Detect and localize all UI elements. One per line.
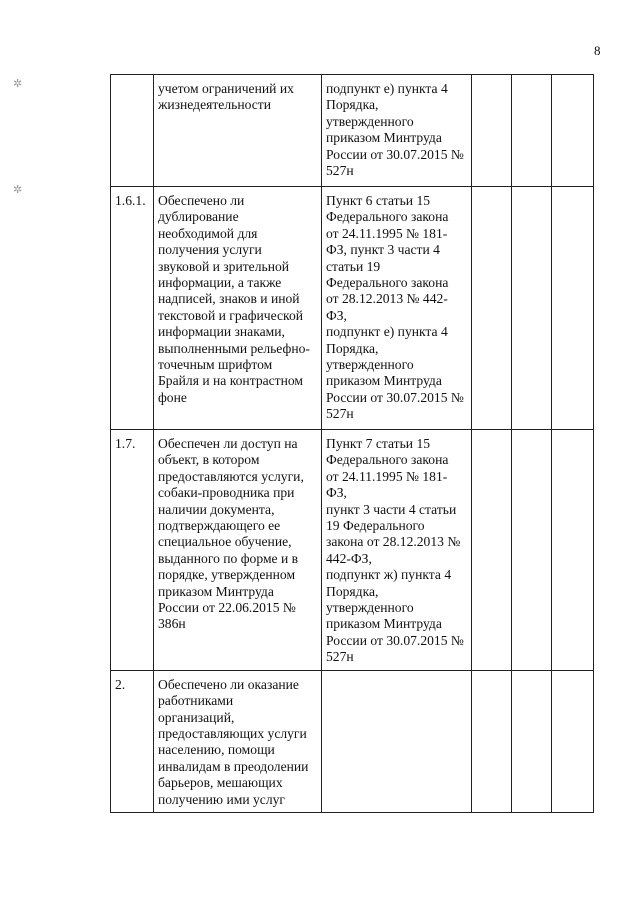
row-legal-basis: Пункт 6 статьи 15 Федерального закона от 24.11.1995 № 181- ФЗ, пункт 3 части 4 статьи 19 Федерального закона от 28.12.2013 № 442- ФЗ, подпункт е) пункта 4 Порядка, утвержденного приказом Минтруда России от 30.07.2015 № 527н bbox=[322, 187, 472, 430]
answer-cell bbox=[472, 670, 512, 812]
table-row bbox=[111, 187, 594, 430]
row-question: учетом ограничений их жизнедеятельности bbox=[154, 75, 322, 187]
answer-cell bbox=[512, 75, 552, 187]
answer-cell bbox=[512, 430, 552, 671]
checklist-table bbox=[110, 74, 594, 813]
scan-mark-icon: ✲ bbox=[13, 78, 23, 90]
answer-cell bbox=[552, 187, 594, 430]
row-legal-basis: Пункт 7 статьи 15 Федерального закона от 24.11.1995 № 181- ФЗ, пункт 3 части 4 статьи 19 Федерального закона от 28.12.2013 № 442-ФЗ, подпункт ж) пункта 4 Порядка, утвержденного приказом Минтруда России от 30.07.2015 № 527н bbox=[322, 430, 472, 671]
row-number: 1.6.1. bbox=[111, 187, 154, 430]
table-row bbox=[111, 430, 594, 671]
answer-cell bbox=[472, 75, 512, 187]
answer-cell bbox=[552, 75, 594, 187]
table-row bbox=[111, 75, 594, 187]
answer-cell bbox=[512, 187, 552, 430]
scan-mark-icon: ✲ bbox=[13, 184, 23, 196]
row-legal-basis bbox=[322, 670, 472, 812]
answer-cell bbox=[472, 187, 512, 430]
answer-cell bbox=[472, 430, 512, 671]
row-number bbox=[111, 75, 154, 187]
page-number: 8 bbox=[594, 43, 601, 58]
answer-cell bbox=[512, 670, 552, 812]
row-question: Обеспечено ли дублирование необходимой для получения услуги звуковой и зрительной информации, а также надписей, знаков и иной текстовой и графической информации знаками, выполненными рельефно- точечным шрифтом Брайля и на контрастном фоне bbox=[154, 187, 322, 430]
answer-cell bbox=[552, 430, 594, 671]
table-row bbox=[111, 670, 594, 812]
row-legal-basis: подпункт е) пункта 4 Порядка, утвержденного приказом Минтруда России от 30.07.2015 № 527н bbox=[322, 75, 472, 187]
row-question: Обеспечен ли доступ на объект, в котором предоставляются услуги, собаки-проводника при наличии документа, подтверждающего ее специальное обучение, выданного по форме и в порядке, утвержденном приказом Минтруда России от 22.06.2015 № 386н bbox=[154, 430, 322, 671]
row-number: 1.7. bbox=[111, 430, 154, 671]
answer-cell bbox=[552, 670, 594, 812]
row-question: Обеспечено ли оказание работниками организаций, предоставляющих услуги населению, помощи инвалидам в преодолении барьеров, мешающих получению ими услуг bbox=[154, 670, 322, 812]
row-number: 2. bbox=[111, 670, 154, 812]
